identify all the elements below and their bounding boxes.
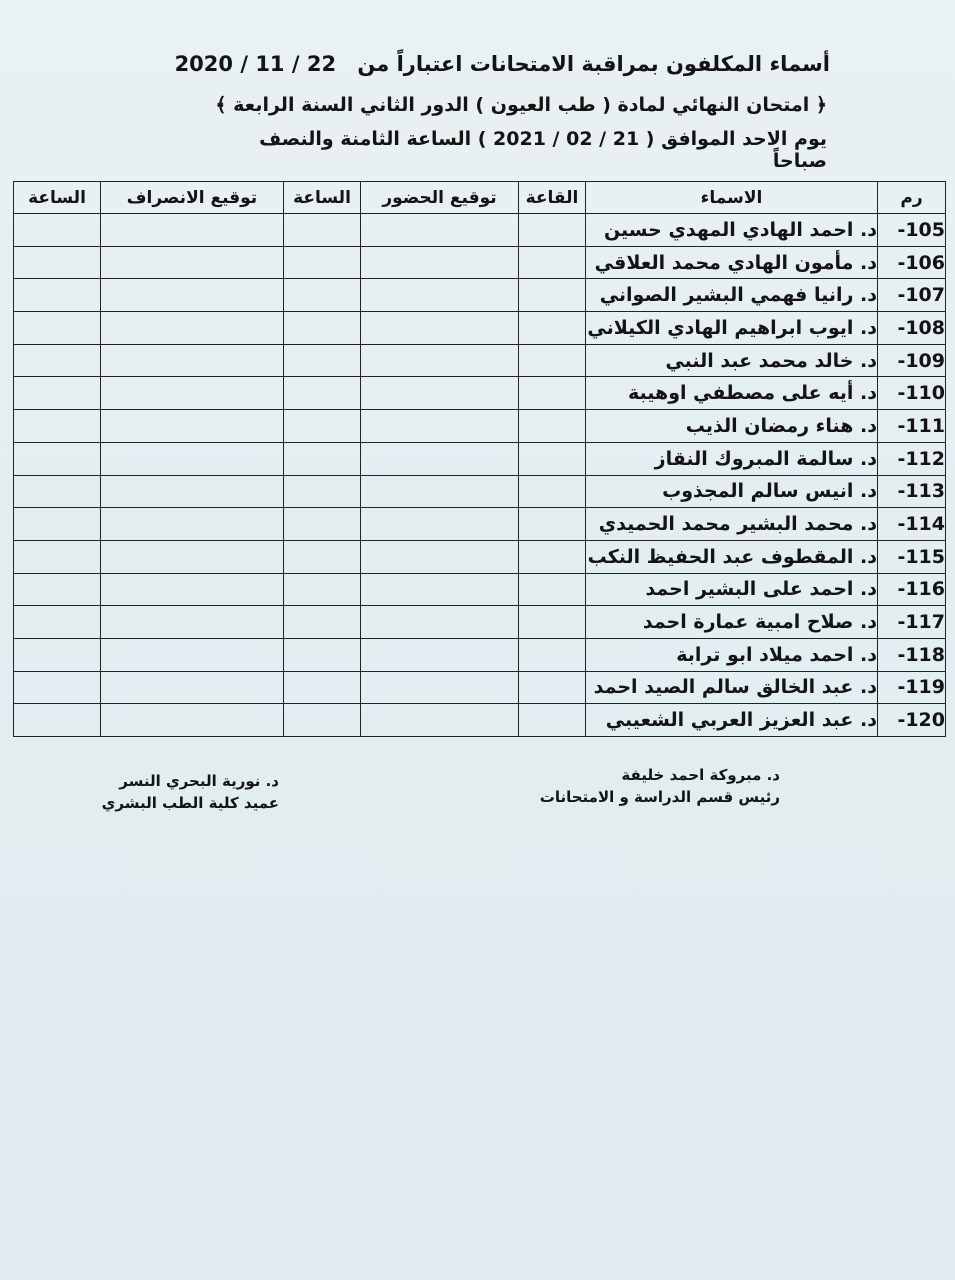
hall-cell xyxy=(519,606,586,639)
leave-sign-cell xyxy=(101,540,284,573)
leave-sign-cell xyxy=(101,214,284,247)
row-num: 118- xyxy=(878,638,946,671)
hall-cell xyxy=(519,671,586,704)
row-name: د. صلاح امبية عمارة احمد xyxy=(586,606,878,639)
table-row xyxy=(14,704,946,737)
leave-time-cell xyxy=(14,279,101,312)
row-name: د. سالمة المبروك النقاز xyxy=(586,442,878,475)
table-header-row xyxy=(14,182,946,214)
table-row xyxy=(14,606,946,639)
table-row xyxy=(14,638,946,671)
attend-time-cell xyxy=(284,410,361,443)
attend-time-cell xyxy=(284,704,361,737)
attend-sign-cell xyxy=(361,573,519,606)
attend-time-cell xyxy=(284,246,361,279)
attend-sign-cell xyxy=(361,214,519,247)
leave-time-cell xyxy=(14,475,101,508)
leave-sign-cell xyxy=(101,508,284,541)
table-row xyxy=(14,279,946,312)
row-name: د. احمد ميلاد ابو ترابة xyxy=(586,638,878,671)
hall-cell xyxy=(519,638,586,671)
hall-cell xyxy=(519,475,586,508)
leave-sign-cell xyxy=(101,573,284,606)
row-num: 106- xyxy=(878,246,946,279)
table-row xyxy=(14,377,946,410)
row-num: 117- xyxy=(878,606,946,639)
leave-sign-cell xyxy=(101,344,284,377)
attend-time-cell xyxy=(284,573,361,606)
signature-name: د. مبروكة احمد خليفة xyxy=(621,766,780,784)
attend-sign-cell xyxy=(361,410,519,443)
row-name: د. مأمون الهادي محمد العلاقي xyxy=(586,246,878,279)
attend-time-cell xyxy=(284,377,361,410)
attend-sign-cell xyxy=(361,442,519,475)
attend-sign-cell xyxy=(361,279,519,312)
table-row xyxy=(14,214,946,247)
row-num: 116- xyxy=(878,573,946,606)
hall-cell xyxy=(519,573,586,606)
signature-title: عميد كلية الطب البشري xyxy=(101,794,279,812)
leave-sign-cell xyxy=(101,671,284,704)
row-name: د. المقطوف عبد الحفيظ النكب xyxy=(586,540,878,573)
leave-time-cell xyxy=(14,540,101,573)
table-row xyxy=(14,246,946,279)
header-attend-time: الساعة xyxy=(284,182,361,214)
row-num: 115- xyxy=(878,540,946,573)
leave-sign-cell xyxy=(101,475,284,508)
attend-time-cell xyxy=(284,606,361,639)
leave-sign-cell xyxy=(101,638,284,671)
hall-cell xyxy=(519,214,586,247)
attend-time-cell xyxy=(284,475,361,508)
attend-time-cell xyxy=(284,312,361,345)
leave-sign-cell xyxy=(101,442,284,475)
leave-time-cell xyxy=(14,312,101,345)
row-name: د. انيس سالم المجذوب xyxy=(586,475,878,508)
header-leave-sign: توقيع الانصراف xyxy=(101,182,284,214)
row-num: 113- xyxy=(878,475,946,508)
row-name: د. أيه على مصطفي اوهيبة xyxy=(586,377,878,410)
leave-time-cell xyxy=(14,442,101,475)
leave-time-cell xyxy=(14,508,101,541)
row-num: 112- xyxy=(878,442,946,475)
hall-cell xyxy=(519,508,586,541)
leave-time-cell xyxy=(14,410,101,443)
table-row xyxy=(14,573,946,606)
row-num: 120- xyxy=(878,704,946,737)
attend-time-cell xyxy=(284,279,361,312)
row-num: 109- xyxy=(878,344,946,377)
hall-cell xyxy=(519,540,586,573)
row-num: 107- xyxy=(878,279,946,312)
row-num: 110- xyxy=(878,377,946,410)
table-row xyxy=(14,344,946,377)
table-row xyxy=(14,475,946,508)
row-num: 114- xyxy=(878,508,946,541)
attend-sign-cell xyxy=(361,704,519,737)
leave-time-cell xyxy=(14,671,101,704)
proctor-table xyxy=(13,181,946,737)
hall-cell xyxy=(519,442,586,475)
day-line: يوم الاحد الموافق ( 21 / 02 / 2021 ) الساعة الثامنة والنصف xyxy=(259,128,827,150)
attend-sign-cell xyxy=(361,475,519,508)
leave-time-cell xyxy=(14,214,101,247)
row-name: د. احمد على البشير احمد xyxy=(586,573,878,606)
hall-cell xyxy=(519,704,586,737)
time-suffix: صباحاً xyxy=(772,150,827,172)
hall-cell xyxy=(519,344,586,377)
leave-sign-cell xyxy=(101,606,284,639)
header-attend-sign: توقيع الحضور xyxy=(361,182,519,214)
attend-time-cell xyxy=(284,638,361,671)
attend-sign-cell xyxy=(361,540,519,573)
signature-dean xyxy=(102,770,279,814)
leave-time-cell xyxy=(14,638,101,671)
leave-sign-cell xyxy=(101,704,284,737)
row-name: د. هناء رمضان الذيب xyxy=(586,410,878,443)
attend-sign-cell xyxy=(361,508,519,541)
table-row xyxy=(14,312,946,345)
leave-time-cell xyxy=(14,377,101,410)
header-leave-time: الساعة xyxy=(14,182,101,214)
attend-time-cell xyxy=(284,508,361,541)
leave-time-cell xyxy=(14,573,101,606)
hall-cell xyxy=(519,246,586,279)
attend-time-cell xyxy=(284,344,361,377)
attend-time-cell xyxy=(284,442,361,475)
attend-time-cell xyxy=(284,671,361,704)
row-num: 105- xyxy=(878,214,946,247)
table-row xyxy=(14,540,946,573)
leave-sign-cell xyxy=(101,312,284,345)
attend-sign-cell xyxy=(361,312,519,345)
hall-cell xyxy=(519,410,586,443)
leave-time-cell xyxy=(14,704,101,737)
exam-line: ﴿ امتحان النهائي لمادة ( طب العيون ) الدور الثاني السنة الرابعة ﴾ xyxy=(215,94,827,116)
attend-sign-cell xyxy=(361,377,519,410)
title-line xyxy=(175,52,830,76)
table-row xyxy=(14,671,946,704)
attend-sign-cell xyxy=(361,638,519,671)
table-row xyxy=(14,442,946,475)
attend-time-cell xyxy=(284,540,361,573)
leave-sign-cell xyxy=(101,279,284,312)
table-row xyxy=(14,410,946,443)
hall-cell xyxy=(519,312,586,345)
title-date: 22 / 11 / 2020 xyxy=(174,52,337,76)
attend-sign-cell xyxy=(361,344,519,377)
row-name: د. محمد البشير محمد الحميدي xyxy=(586,508,878,541)
row-num: 108- xyxy=(878,312,946,345)
header-hall: القاعة xyxy=(519,182,586,214)
hall-cell xyxy=(519,377,586,410)
signature-title: رئيس قسم الدراسة و الامتحانات xyxy=(539,788,780,806)
row-num: 119- xyxy=(878,671,946,704)
attend-sign-cell xyxy=(361,606,519,639)
attend-time-cell xyxy=(284,214,361,247)
header-num: رم xyxy=(878,182,946,214)
table-row xyxy=(14,508,946,541)
row-name: د. ايوب ابراهيم الهادي الكيلاني xyxy=(586,312,878,345)
leave-sign-cell xyxy=(101,410,284,443)
header-name: الاسماء xyxy=(586,182,878,214)
hall-cell xyxy=(519,279,586,312)
row-name: د. خالد محمد عبد النبي xyxy=(586,344,878,377)
leave-sign-cell xyxy=(101,377,284,410)
title-text: أسماء المكلفون بمراقبة الامتحانات اعتباراً من xyxy=(357,52,830,76)
signature-head-of-department xyxy=(540,764,780,808)
row-name: د. عبد الخالق سالم الصيد احمد xyxy=(586,671,878,704)
attend-sign-cell xyxy=(361,671,519,704)
row-name: د. احمد الهادي المهدي حسين xyxy=(586,214,878,247)
row-num: 111- xyxy=(878,410,946,443)
row-name: د. عبد العزيز العربي الشعيبي xyxy=(586,704,878,737)
leave-sign-cell xyxy=(101,246,284,279)
leave-time-cell xyxy=(14,606,101,639)
attend-sign-cell xyxy=(361,246,519,279)
leave-time-cell xyxy=(14,246,101,279)
signature-name: د. نورية البحري النسر xyxy=(119,772,279,790)
row-name: د. رانيا فهمي البشير الصواني xyxy=(586,279,878,312)
leave-time-cell xyxy=(14,344,101,377)
